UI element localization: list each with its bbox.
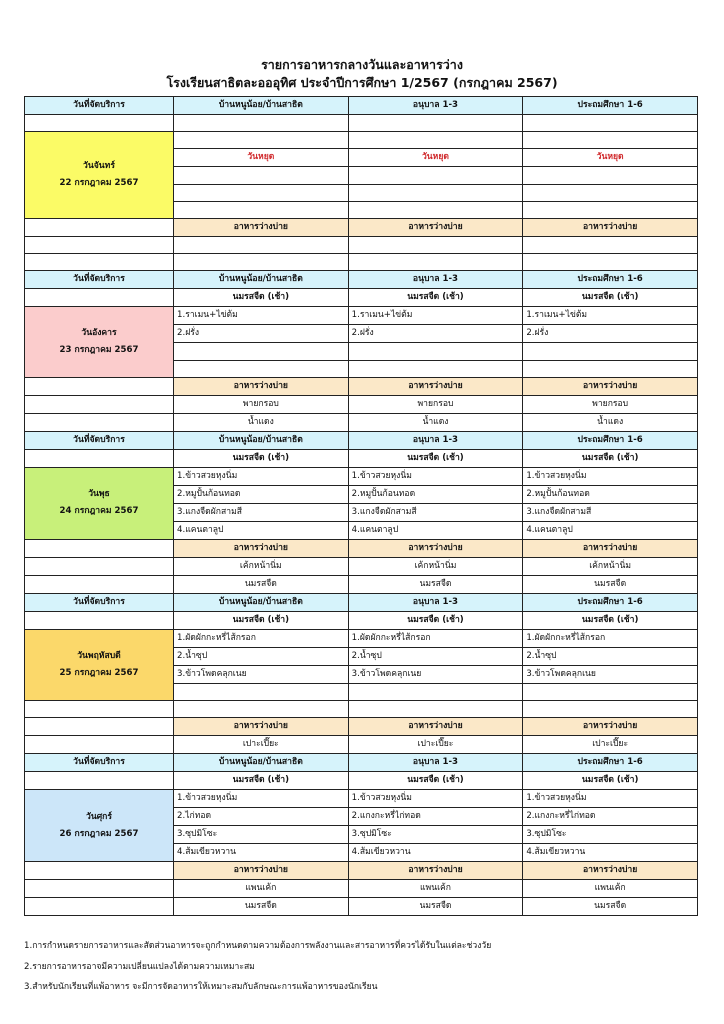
table-row [25, 629, 698, 647]
lunch-item: 1.ข้าวสวยหุงนิ่ม [174, 467, 349, 485]
snack-header: อาหารว่างบ่าย [523, 377, 698, 395]
day-cell-friday [25, 790, 174, 862]
footnote: 1.การกำหนดรายการอาหารและสัดส่วนอาหารจะถูกกำหนดตามความต้องการพลังงานและสารอาหารที่ควรได้รับในแต่ละช่วงวัย [24, 941, 492, 951]
lunch-item: 2.หมูปั้นก้อนทอด [174, 485, 349, 503]
milk-row [25, 449, 698, 467]
day-name: วันพุธ [88, 489, 110, 500]
snack-item: เปาะเปี๊ยะ [174, 736, 349, 754]
milk-label: นมรสจืด (เช้า) [174, 611, 349, 629]
snack-item: นมรสจืด [174, 898, 349, 916]
table-header-row [25, 271, 698, 289]
lunch-item: 1.ผัดผักกะหรี่ไส้กรอก [348, 629, 523, 647]
group-header-nursery: บ้านหนูน้อย/บ้านสาธิต [174, 593, 349, 611]
milk-label: นมรสจืด (เช้า) [174, 449, 349, 467]
snack-header-row [25, 539, 698, 557]
table-header-row [25, 593, 698, 611]
snack-header: อาหารว่างบ่าย [523, 718, 698, 736]
lunch-item: 3.ซุปมิโซะ [174, 826, 349, 844]
lunch-item: 2.น้ำซุป [348, 647, 523, 665]
snack-header: อาหารว่างบ่าย [348, 718, 523, 736]
holiday-label: วันหยุด [174, 149, 349, 167]
snack-header: อาหารว่างบ่าย [174, 862, 349, 880]
group-header-kindergarten: อนุบาล 1-3 [348, 754, 523, 772]
lunch-item: 1.ข้าวสวยหุงนิ่ม [348, 790, 523, 808]
table-row [25, 236, 698, 253]
snack-item: เปาะเปี๊ยะ [523, 736, 698, 754]
day-spacer [25, 115, 174, 132]
group-header-nursery: บ้านหนูน้อย/บ้านสาธิต [174, 754, 349, 772]
group-header-primary: ประถมศึกษา 1-6 [523, 431, 698, 449]
table-row [25, 132, 698, 149]
group-header-kindergarten: อนุบาล 1-3 [348, 593, 523, 611]
table-row [25, 736, 698, 754]
lunch-item: 1.ข้าวสวยหุงนิ่ม [523, 467, 698, 485]
snack-header-row [25, 718, 698, 736]
table-header-row [25, 754, 698, 772]
group-header-primary: ประถมศึกษา 1-6 [523, 271, 698, 289]
lunch-item: 3.ข้าวโพดคลุกเนย [523, 665, 698, 683]
lunch-item: 4.ส้มเขียวหวาน [523, 844, 698, 862]
lunch-item: 2.หมูปั้นก้อนทอด [523, 485, 698, 503]
footnote: 2.รายการอาหารอาจมีความเปลี่ยนแปลงได้ตามความเหมาะสม [24, 962, 255, 972]
table-row [25, 557, 698, 575]
snack-item: แพนเค้ก [348, 880, 523, 898]
milk-label: นมรสจืด (เช้า) [174, 772, 349, 790]
snack-item: นมรสจืด [523, 575, 698, 593]
day-date: 23 กรกฎาคม 2567 [59, 345, 139, 355]
snack-item: นมรสจืด [174, 575, 349, 593]
snack-header: อาหารว่างบ่าย [174, 377, 349, 395]
table-row [25, 395, 698, 413]
document-title: รายการอาหารกลางวันและอาหารว่าง [261, 57, 463, 72]
group-header-primary: ประถมศึกษา 1-6 [523, 754, 698, 772]
lunch-item: 2.หมูปั้นก้อนทอด [348, 485, 523, 503]
snack-header: อาหารว่างบ่าย [174, 718, 349, 736]
footnote: 3.สำหรับนักเรียนที่แพ้อาหาร จะมีการจัดอาหารให้เหมาะสมกับลักษณะการแพ้อาหารของนักเรียน [24, 982, 378, 992]
snack-item: พายกรอบ [523, 395, 698, 413]
lunch-item: 1.ข้าวสวยหุงนิ่ม [523, 790, 698, 808]
table-row [25, 413, 698, 431]
snack-item: เค้กหน้านิ่ม [174, 557, 349, 575]
lunch-item: 2.ฝรั่ง [523, 325, 698, 343]
lunch-item: 2.แกงกะหรี่ไก่ทอด [348, 808, 523, 826]
snack-item: พายกรอบ [174, 395, 349, 413]
milk-label: นมรสจืด (เช้า) [523, 611, 698, 629]
group-header-nursery: บ้านหนูน้อย/บ้านสาธิต [174, 271, 349, 289]
snack-item: นมรสจืด [348, 575, 523, 593]
lunch-item: 2.แกงกะหรี่ไก่ทอด [523, 808, 698, 826]
menu-table [24, 96, 698, 916]
table-row [25, 898, 698, 916]
lunch-item: 1.ข้าวสวยหุงนิ่ม [348, 467, 523, 485]
document-subtitle: โรงเรียนสาธิตละอออุทิศ ประจำปีการศึกษา 1/2567 (กรกฎาคม 2567) [166, 75, 558, 90]
lunch-item: 2.ฝรั่ง [174, 325, 349, 343]
table-row [25, 880, 698, 898]
milk-label: นมรสจืด (เช้า) [174, 289, 349, 307]
lunch-item: 4.แคนตาลูป [174, 521, 349, 539]
lunch-item: 3.แกงจืดผักสามสี [348, 503, 523, 521]
table-row [25, 575, 698, 593]
snack-header: อาหารว่างบ่าย [348, 862, 523, 880]
lunch-item: 3.แกงจืดผักสามสี [523, 503, 698, 521]
snack-header: อาหารว่างบ่าย [348, 539, 523, 557]
day-name: วันอังคาร [81, 328, 117, 338]
lunch-item: 3.ข้าวโพดคลุกเนย [174, 665, 349, 683]
milk-row [25, 611, 698, 629]
lunch-item: 1.ราเมน+ไข่ต้ม [174, 307, 349, 325]
table-row [25, 790, 698, 808]
lunch-item: 3.ซุปมิโซะ [348, 826, 523, 844]
day-cell-tuesday [25, 307, 174, 377]
snack-header-row [25, 218, 698, 236]
group-header-kindergarten: อนุบาล 1-3 [348, 271, 523, 289]
lunch-item: 3.ข้าวโพดคลุกเนย [348, 665, 523, 683]
lunch-item: 2.ฝรั่ง [348, 325, 523, 343]
lunch-item: 3.แกงจืดผักสามสี [174, 503, 349, 521]
holiday-label: วันหยุด [348, 149, 523, 167]
day-cell-monday [25, 132, 174, 219]
day-name: วันจันทร์ [83, 161, 115, 172]
table-row [25, 700, 698, 717]
day-column-header: วันที่จัดบริการ [25, 754, 174, 772]
holiday-label: วันหยุด [523, 149, 698, 167]
snack-item: พายกรอบ [348, 395, 523, 413]
lunch-item: 2.น้ำซุป [174, 647, 349, 665]
milk-label: นมรสจืด (เช้า) [523, 289, 698, 307]
snack-header: อาหารว่างบ่าย [523, 539, 698, 557]
lunch-item: 4.ส้มเขียวหวาน [348, 844, 523, 862]
snack-item: เปาะเปี๊ยะ [348, 736, 523, 754]
snack-header: อาหารว่างบ่าย [174, 218, 349, 236]
snack-item: แพนเค้ก [174, 880, 349, 898]
lunch-item: 4.แคนตาลูป [348, 521, 523, 539]
lunch-item: 3.ซุปมิโซะ [523, 826, 698, 844]
milk-row [25, 772, 698, 790]
snack-header: อาหารว่างบ่าย [348, 377, 523, 395]
lunch-item: 2.ไก่ทอด [174, 808, 349, 826]
milk-label: นมรสจืด (เช้า) [348, 289, 523, 307]
group-header-primary: ประถมศึกษา 1-6 [523, 593, 698, 611]
day-date: 22 กรกฎาคม 2567 [59, 178, 139, 189]
snack-item: นมรสจืด [523, 898, 698, 916]
snack-item: เค้กหน้านิ่ม [523, 557, 698, 575]
snack-item: น้ำแดง [348, 413, 523, 431]
lunch-item: 4.แคนตาลูป [523, 521, 698, 539]
milk-label: นมรสจืด (เช้า) [523, 449, 698, 467]
table-row [25, 115, 698, 132]
snack-item: น้ำแดง [523, 413, 698, 431]
lunch-item: 1.ผัดผักกะหรี่ไส้กรอก [523, 629, 698, 647]
milk-label: นมรสจืด (เช้า) [523, 772, 698, 790]
day-column-header: วันที่จัดบริการ [25, 271, 174, 289]
snack-item: นมรสจืด [348, 898, 523, 916]
day-column-header: วันที่จัดบริการ [25, 593, 174, 611]
table-row [25, 254, 698, 271]
group-header-kindergarten: อนุบาล 1-3 [348, 97, 523, 115]
milk-label: นมรสจืด (เช้า) [348, 611, 523, 629]
lunch-item: 4.ส้มเขียวหวาน [174, 844, 349, 862]
day-date: 25 กรกฎาคม 2567 [59, 667, 139, 678]
snack-header: อาหารว่างบ่าย [523, 862, 698, 880]
table-header-row [25, 431, 698, 449]
snack-header: อาหารว่างบ่าย [523, 218, 698, 236]
lunch-item: 1.ราเมน+ไข่ต้ม [523, 307, 698, 325]
snack-item: แพนเค้ก [523, 880, 698, 898]
lunch-item: 2.น้ำซุป [523, 647, 698, 665]
day-cell-wednesday [25, 467, 174, 539]
lunch-item: 1.ผัดผักกะหรี่ไส้กรอก [174, 629, 349, 647]
milk-label: นมรสจืด (เช้า) [348, 449, 523, 467]
table-row [25, 307, 698, 325]
day-column-header: วันที่จัดบริการ [25, 431, 174, 449]
table-row [25, 467, 698, 485]
group-header-nursery: บ้านหนูน้อย/บ้านสาธิต [174, 97, 349, 115]
group-header-primary: ประถมศึกษา 1-6 [523, 97, 698, 115]
day-name: วันศุกร์ [86, 811, 112, 822]
snack-header: อาหารว่างบ่าย [348, 218, 523, 236]
milk-label: นมรสจืด (เช้า) [348, 772, 523, 790]
snack-header-row [25, 862, 698, 880]
day-date: 26 กรกฎาคม 2567 [59, 828, 139, 839]
lunch-item: 1.ข้าวสวยหุงนิ่ม [174, 790, 349, 808]
snack-item: เค้กหน้านิ่ม [348, 557, 523, 575]
lunch-item: 1.ราเมน+ไข่ต้ม [348, 307, 523, 325]
table-header-row [25, 97, 698, 115]
snack-header-row [25, 377, 698, 395]
snack-header: อาหารว่างบ่าย [174, 539, 349, 557]
milk-row [25, 289, 698, 307]
day-name: วันพฤหัสบดี [77, 650, 121, 661]
day-column-header: วันที่จัดบริการ [25, 97, 174, 115]
day-cell-thursday [25, 629, 174, 700]
day-date: 24 กรกฎาคม 2567 [59, 506, 139, 517]
snack-item: น้ำแดง [174, 413, 349, 431]
group-header-nursery: บ้านหนูน้อย/บ้านสาธิต [174, 431, 349, 449]
group-header-kindergarten: อนุบาล 1-3 [348, 431, 523, 449]
